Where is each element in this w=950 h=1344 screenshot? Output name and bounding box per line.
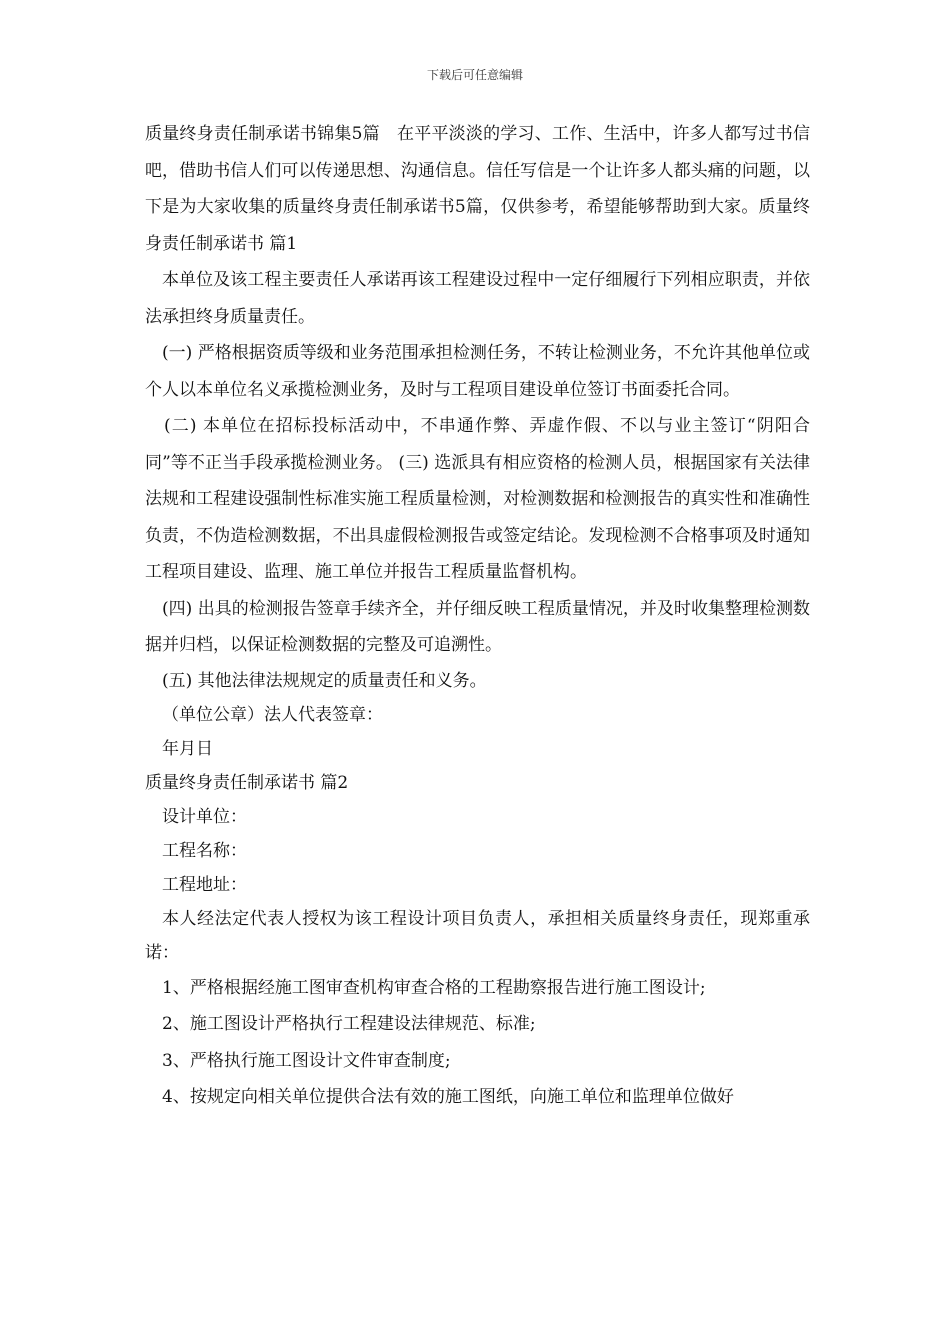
date-line: 年月日 — [162, 738, 213, 759]
clause-4-paragraph: (四) 出具的检测报告签章手续齐全，并仔细反映工程质量情况，并及时收集整理检测数据并归档，以保证检测数据的完整及可追溯性。 — [145, 598, 810, 655]
authorization-paragraph: 本人经法定代表人授权为该工程设计项目负责人，承担相关质量终身责任，现郑重承诺： — [145, 908, 810, 963]
design-unit-line: 设计单位： — [162, 806, 247, 827]
clause-1-paragraph: (一) 严格根据资质等级和业务范围承担检测任务，不转让检测业务，不允许其他单位或个人以本单位名义承揽检测业务，及时与工程项目建设单位签订书面委托合同。 — [145, 343, 810, 400]
clause-2-3-paragraph: (二) 本单位在招标投标活动中，不串通作弊、弄虚作假、不以与业主签订“阴阳合同”等不正当手段承揽检测业务。 (三) 选派具有相应资格的检测人员，根据国家有关法律法规和工程建设强制性标准实施工程质量检测，对检测数据和检测报告的真实性和准确性负责，不伪造检测数据，不出具虚假检测报告或签定结论。发现检测不合格事项及时通知工程项目建设、监理、施工单位并报告工程质量监督机构。 — [145, 416, 810, 582]
project-address-line: 工程地址： — [162, 874, 247, 895]
list-item-3: 3、严格执行施工图设计文件审查制度; — [162, 1050, 451, 1071]
project-name-line: 工程名称： — [162, 840, 247, 861]
seal-signature-line: （单位公章）法人代表签章： — [162, 704, 383, 725]
list-item-4: 4、按规定向相关单位提供合法有效的施工图纸，向施工单位和监理单位做好 — [162, 1087, 734, 1107]
intro-paragraph: 质量终身责任制承诺书锦集5篇 在平平淡淡的学习、工作、生活中，许多人都写过书信吧，借助书信人们可以传递思想、沟通信息。信任写信是一个让许多人都头痛的问题，以下是为大家收集的质量终身责任制承诺书5篇，仅供参考，希望能够帮助到大家。质量终身责任制承诺书 篇1 — [145, 124, 810, 254]
section-2-heading: 质量终身责任制承诺书 篇2 — [145, 772, 349, 793]
list-item-2: 2、施工图设计严格执行工程建设法律规范、标准; — [162, 1014, 536, 1034]
list-item-1: 1、严格根据经施工图审查机构审查合格的工程勘察报告进行施工图设计; — [162, 977, 706, 998]
commitment-paragraph: 本单位及该工程主要责任人承诺再该工程建设过程中一定仔细履行下列相应职责，并依法承担终身质量责任。 — [145, 270, 810, 327]
document-body — [145, 116, 810, 1116]
clause-5-paragraph: (五) 其他法律法规规定的质量责任和义务。 — [162, 670, 487, 691]
header-note: 下载后可任意编辑 — [426, 68, 523, 82]
